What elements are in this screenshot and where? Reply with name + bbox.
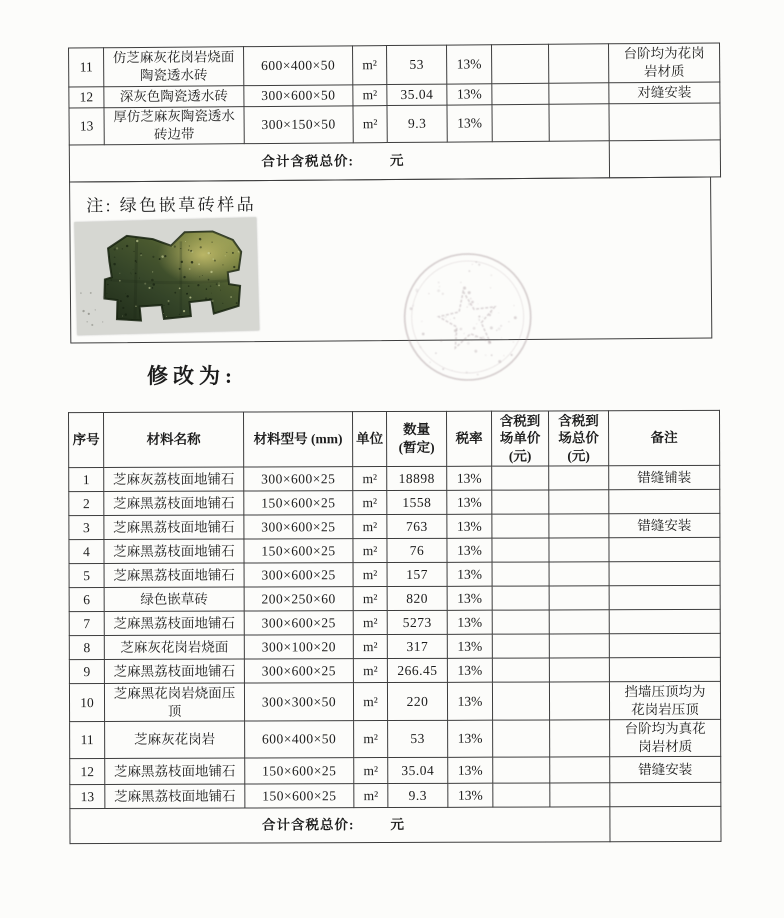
cell-remark [609, 537, 720, 561]
cell-remark [610, 806, 721, 841]
cell-remark: 挡墙压顶均为 花岗岩压顶 [609, 681, 720, 719]
table-row [69, 585, 720, 611]
note-box [69, 176, 712, 343]
cell-unit: m² [354, 758, 388, 784]
table-row [70, 756, 721, 784]
cell-remark [609, 103, 720, 141]
cell-unit: m² [353, 467, 387, 491]
cell-qty: 220 [387, 682, 447, 720]
cell-unit-price [492, 83, 549, 104]
cell-remark [609, 585, 720, 609]
cell-tax: 13% [447, 466, 492, 490]
cell-qty: 266.45 [387, 658, 447, 682]
cell-remark: 台阶均为花岗 岩材质 [608, 43, 719, 83]
cell-unit: m² [353, 539, 387, 563]
total-row [70, 806, 721, 843]
cell-unit-price [492, 610, 549, 634]
cell-no: 4 [69, 540, 104, 564]
sample-photo [74, 217, 259, 335]
cell-no: 7 [69, 612, 104, 636]
cell-no: 5 [69, 564, 104, 588]
cell-total-price [549, 658, 609, 682]
continuation-table [68, 42, 721, 182]
cell-tax: 13% [448, 757, 493, 783]
cell-qty: 53 [387, 45, 447, 84]
total-label: 合计含税总价: [261, 153, 354, 170]
cell-name: 芝麻黑荔枝面地铺石 [104, 659, 244, 683]
cell-qty: 35.04 [388, 757, 448, 783]
cell-spec: 600×400×50 [245, 721, 354, 758]
table-row [69, 43, 720, 87]
cell-unit: m² [354, 721, 388, 758]
cell-qty: 18898 [387, 466, 447, 490]
cell-qty: 820 [387, 586, 447, 610]
cell-unit-price [493, 783, 550, 807]
cell-unit-price [493, 757, 550, 783]
cell-no: 1 [69, 468, 104, 492]
cell-name: 芝麻灰花岗岩烧面 [104, 635, 244, 659]
cell-spec: 150×600×25 [244, 539, 353, 563]
cell-tax: 13% [447, 490, 492, 514]
cell-name: 芝麻黑花岗岩烧面压 顶 [104, 683, 244, 721]
cell-spec: 300×600×50 [244, 85, 353, 107]
cell-remark: 错缝铺装 [609, 465, 720, 489]
cell-remark: 对缝安装 [609, 82, 720, 104]
cell-name: 芝麻灰荔枝面地铺石 [104, 467, 244, 491]
cell-spec: 300×600×25 [244, 659, 353, 683]
cell-spec: 150×600×25 [244, 491, 353, 515]
cell-spec: 300×100×20 [244, 635, 353, 659]
cell-tax: 13% [447, 682, 492, 720]
cell-unit-price [492, 538, 549, 562]
cell-no: 13 [69, 108, 104, 145]
cell-unit-price [492, 104, 549, 141]
cell-qty: 35.04 [387, 84, 447, 105]
cell-unit: m² [353, 491, 387, 515]
cell-unit-price [493, 720, 550, 757]
cell-unit-price [492, 490, 549, 514]
cell-remark: 台阶均为真花 岗岩材质 [610, 719, 721, 756]
cell-qty: 76 [387, 538, 447, 562]
cell-tax: 13% [447, 610, 492, 634]
cell-name: 芝麻灰花岗岩 [105, 721, 245, 758]
cell-spec: 300×600×25 [244, 611, 353, 635]
cell-unit: m² [353, 46, 387, 85]
cell-unit: m² [353, 106, 387, 143]
cell-total-price [550, 757, 610, 783]
cell-tax: 13% [447, 586, 492, 610]
cell-no: 2 [69, 492, 104, 516]
cell-tax: 13% [447, 634, 492, 658]
cell-total-price [549, 682, 609, 720]
cell-unit-price [492, 682, 549, 720]
cell-unit: m² [353, 611, 387, 635]
cell-total-price [549, 83, 609, 104]
table-row [69, 513, 720, 539]
table-row [69, 561, 720, 587]
total-currency-unit: 元 [389, 153, 404, 169]
cell-unit: m² [353, 85, 387, 106]
cell-total-price [549, 514, 609, 538]
cell-remark [609, 609, 720, 633]
cell-unit: m² [353, 515, 387, 539]
cell-unit-price [492, 514, 549, 538]
note-text: 注: 绿色嵌草砖样品 [86, 194, 257, 215]
cell-qty: 9.3 [387, 105, 447, 142]
table-row [69, 633, 720, 659]
cell-no: 8 [69, 636, 104, 660]
cell-no: 12 [70, 759, 105, 785]
cell-remark [609, 489, 720, 513]
cell-no: 3 [69, 516, 104, 540]
cell-name: 芝麻黑荔枝面地铺石 [104, 611, 244, 635]
cell-unit-price [492, 466, 549, 490]
cell-total-price [549, 104, 609, 141]
cell-qty: 9.3 [388, 783, 448, 807]
cell-remark [609, 657, 720, 681]
cell-name: 绿色嵌草砖 [104, 587, 244, 611]
cell-name: 深灰色陶瓷透水砖 [104, 86, 244, 108]
cell-qty: 5273 [387, 610, 447, 634]
cell-tax: 13% [448, 720, 493, 757]
cell-spec: 600×400×50 [244, 46, 353, 86]
cell-unit: m² [353, 587, 387, 611]
cell-unit-price [492, 586, 549, 610]
cell-qty: 763 [387, 514, 447, 538]
header-remark: 备注 [609, 410, 720, 465]
cell-no: 9 [69, 660, 104, 684]
cell-unit: m² [353, 683, 387, 721]
header-unit: 单位 [353, 412, 387, 467]
table-row [70, 719, 721, 758]
cell-qty: 53 [388, 720, 448, 757]
cell-tax: 13% [447, 84, 492, 105]
header-total-price: 含税到 场总价 (元) [549, 411, 609, 466]
cell-unit-price [492, 562, 549, 586]
cell-total-price [549, 538, 609, 562]
cell-name: 芝麻黑荔枝面地铺石 [104, 539, 244, 563]
table-row [69, 609, 720, 635]
cell-no: 13 [70, 785, 105, 809]
cell-unit: m² [353, 635, 387, 659]
table-row [69, 681, 720, 721]
cell-remark: 错缝安装 [609, 513, 720, 537]
cell-remark: 错缝安装 [610, 756, 721, 782]
cell-tax: 13% [447, 658, 492, 682]
cell-total-price [549, 586, 609, 610]
cell-remark [609, 140, 720, 178]
cell-tax: 13% [447, 538, 492, 562]
cell-tax: 13% [447, 105, 492, 142]
cell-no: 11 [69, 48, 104, 87]
cell-tax: 13% [447, 514, 492, 538]
header-tax-rate: 税率 [447, 411, 492, 466]
cell-total-price [549, 490, 609, 514]
cell-remark [609, 633, 720, 657]
cell-total-price [549, 562, 609, 586]
cell-unit: m² [353, 563, 387, 587]
header-unit-price: 含税到 场单价 (元) [492, 411, 549, 466]
materials-table [68, 410, 722, 844]
table-row [70, 782, 721, 808]
cell-name: 芝麻黑荔枝面地铺石 [104, 491, 244, 515]
cell-name: 芝麻黑荔枝面地铺石 [104, 563, 244, 587]
cell-no: 12 [69, 87, 104, 108]
cell-tax: 13% [448, 783, 493, 807]
total-currency-unit: 元 [390, 817, 404, 833]
cell-name: 厚仿芝麻灰陶瓷透水 砖边带 [104, 107, 244, 145]
header-material-name: 材料名称 [104, 412, 244, 467]
header-no: 序号 [69, 413, 104, 468]
star-icon [435, 286, 501, 349]
cell-unit: m² [354, 784, 388, 808]
cell-spec: 150×600×25 [245, 758, 354, 784]
cell-tax: 13% [447, 562, 492, 586]
cell-unit-price [492, 658, 549, 682]
cell-name: 芝麻黑荔枝面地铺石 [105, 758, 245, 784]
cell-spec: 300×600×25 [244, 515, 353, 539]
cell-qty: 157 [387, 562, 447, 586]
cell-remark [609, 561, 720, 585]
cell-total-price [549, 466, 609, 490]
cell-total-price [550, 783, 610, 807]
grand-total-cell [70, 807, 610, 844]
cell-spec: 200×250×60 [244, 587, 353, 611]
cell-qty: 317 [387, 634, 447, 658]
table-row [69, 103, 720, 145]
stamp-seal-icon [387, 238, 560, 410]
cell-total-price [549, 634, 609, 658]
cell-spec: 300×300×50 [244, 683, 353, 721]
cell-name: 仿芝麻灰花岗岩烧面 陶瓷透水砖 [104, 47, 244, 87]
table-row [69, 537, 720, 563]
cell-unit: m² [353, 659, 387, 683]
cell-spec: 300×600×25 [244, 563, 353, 587]
cell-unit-price [492, 634, 549, 658]
cell-name: 芝麻黑荔枝面地铺石 [104, 515, 244, 539]
grand-total-cell [69, 141, 609, 182]
cell-total-price [550, 720, 610, 757]
cell-name: 芝麻黑荔枝面地铺石 [105, 784, 245, 808]
cell-no: 11 [70, 722, 105, 759]
header-quantity: 数量 (暂定) [387, 411, 447, 466]
grass-paver-brick-image [74, 217, 259, 335]
header-material-spec: 材料型号 (mm) [244, 412, 353, 467]
cell-spec: 300×150×50 [244, 106, 353, 144]
cell-unit-price [492, 44, 549, 83]
header-row [69, 410, 720, 467]
table-row [69, 489, 720, 515]
table-row [69, 465, 720, 491]
cell-total-price [549, 610, 609, 634]
table-row [69, 657, 720, 683]
total-label: 合计含税总价: [261, 817, 355, 833]
cell-no: 10 [69, 684, 104, 722]
modified-label: 修改为: [147, 364, 237, 388]
cell-remark [610, 782, 721, 806]
cell-spec: 300×600×25 [244, 467, 353, 491]
cell-spec: 150×600×25 [245, 784, 354, 808]
cell-qty: 1558 [387, 490, 447, 514]
cell-no: 6 [69, 588, 104, 612]
cell-tax: 13% [447, 45, 492, 84]
cell-total-price [548, 44, 608, 83]
